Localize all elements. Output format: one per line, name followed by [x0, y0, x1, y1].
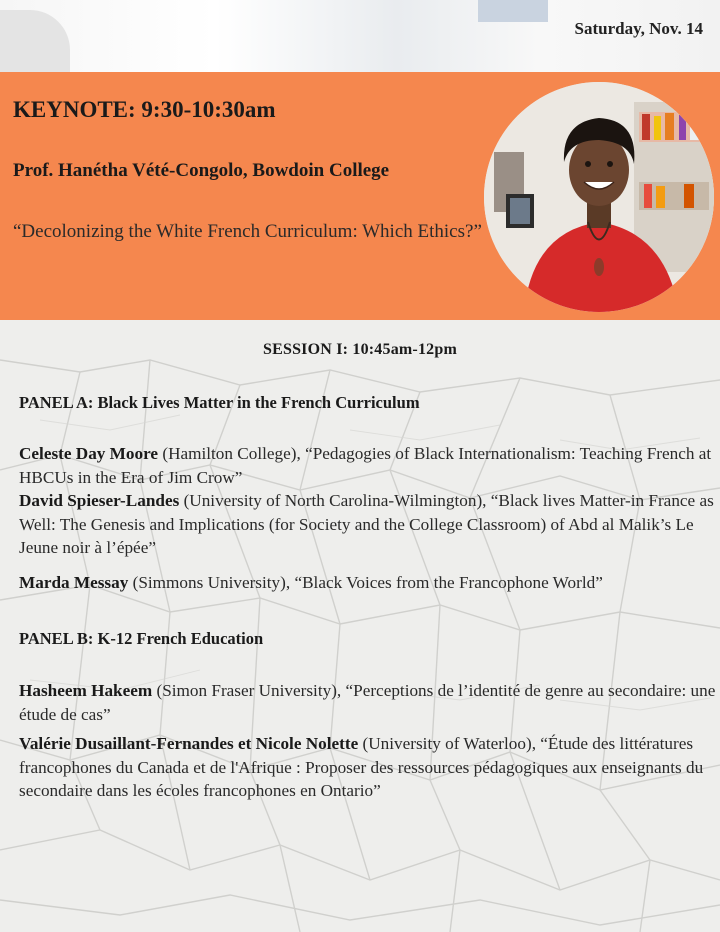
- panel-a-entry: [19, 489, 719, 560]
- presentation-details: (Simmons University), “Black Voices from the Francophone World”: [128, 573, 603, 592]
- decorative-shape: [0, 10, 70, 72]
- keynote-speaker: Prof. Hanétha Vété-Congolo, Bowdoin College: [13, 160, 390, 181]
- panel-b-entry: [19, 679, 719, 726]
- speaker-photo: [484, 82, 714, 312]
- presenter-name: Hasheem Hakeem: [19, 681, 153, 700]
- presentation-details: (University of Waterloo), “Étude des littératures francophones du Canada et de l'Afrique : Proposer des ressources pédagogiques aux enseignants du secondaire dans les écoles francophones en Ontario”: [19, 734, 704, 800]
- presenter-name: Marda Messay: [19, 573, 129, 592]
- panel-b-entry: [19, 732, 719, 803]
- event-date: Saturday, Nov. 14: [574, 19, 703, 38]
- panel-b-title: PANEL B: K-12 French Education: [19, 629, 264, 648]
- keynote-title: KEYNOTE: 9:30-10:30am: [13, 97, 276, 122]
- panel-a-title: PANEL A: Black Lives Matter in the French Curriculum: [19, 393, 420, 412]
- presenter-name: David Spieser-Landes: [19, 491, 180, 510]
- presenter-name: Celeste Day Moore: [19, 444, 159, 463]
- presentation-details: (University of North Carolina-Wilmington), “Black lives Matter-in France as Well: The Genesis and Implications (for Society and the College Classroom) of Abd al Malik’s Le Jeune noir à l’épée”: [19, 491, 714, 557]
- keynote-talk-title: “Decolonizing the White French Curriculum: Which Ethics?”: [13, 221, 482, 242]
- presenter-name: Valérie Dusaillant-Fernandes et Nicole Nolette: [19, 734, 359, 753]
- panel-a-entry: [19, 442, 719, 489]
- presentation-details: (Hamilton College), “Pedagogies of Black Internationalism: Teaching French at HBCUs in the Era of Jim Crow”: [19, 444, 712, 487]
- session-title: SESSION I: 10:45am-12pm: [263, 341, 457, 358]
- panel-a-entry: [19, 571, 719, 595]
- decorative-window: [478, 0, 548, 22]
- presentation-details: (Simon Fraser University), “Perceptions de l’identité de genre au secondaire: une étude de cas”: [19, 681, 716, 724]
